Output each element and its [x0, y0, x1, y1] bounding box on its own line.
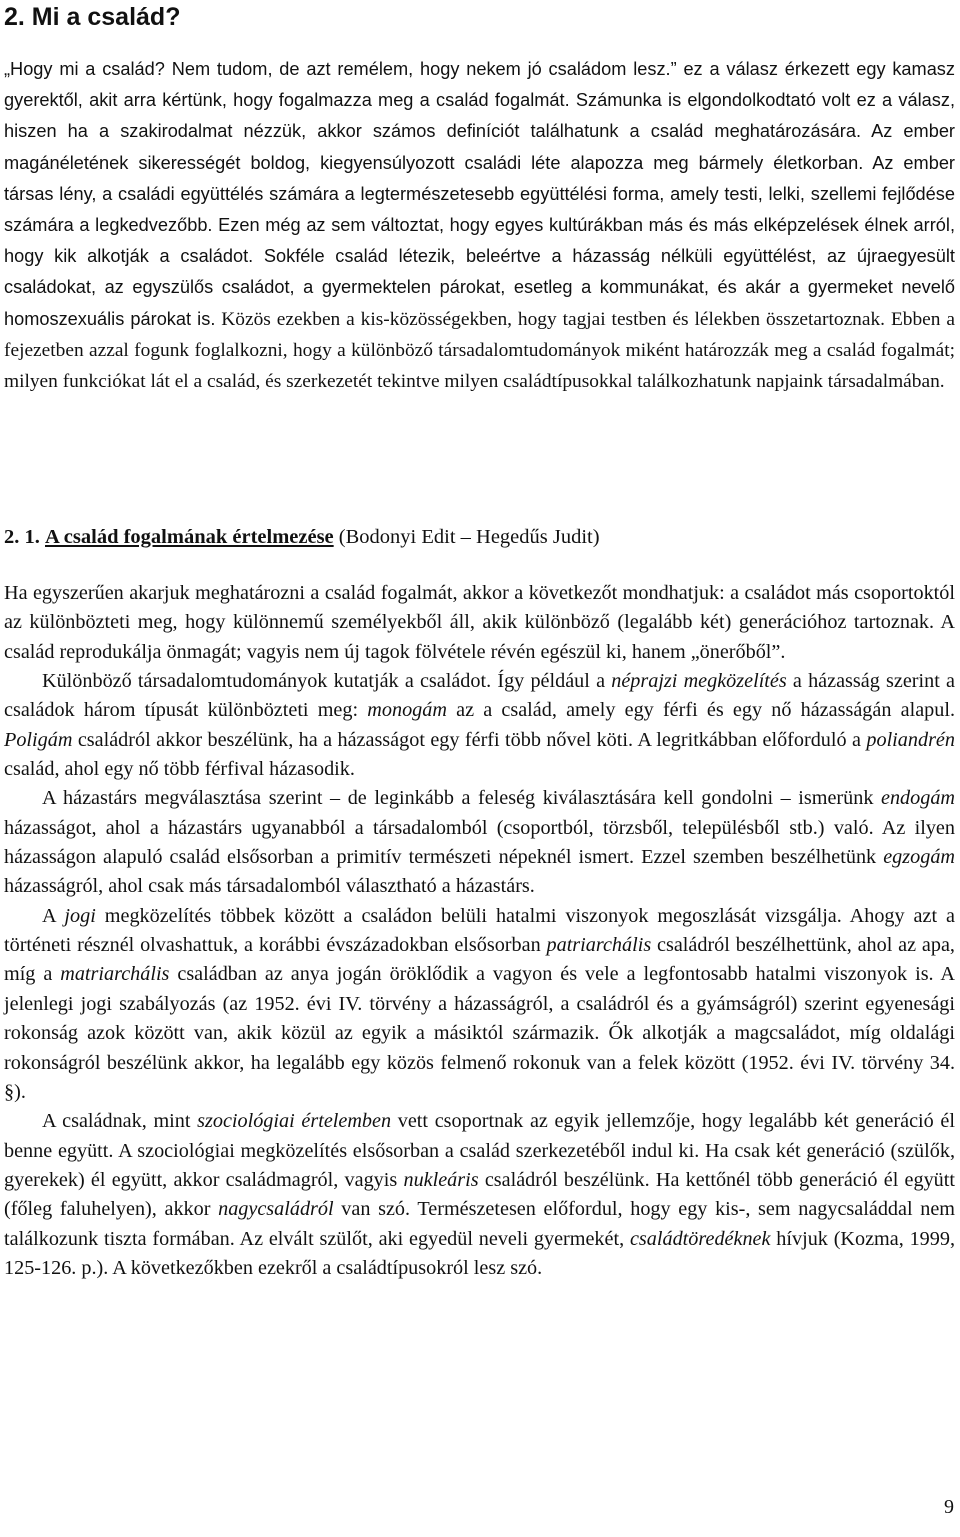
paragraph-5 [4, 1107, 955, 1283]
text: hívjuk (Kozma, 1999, 125-126. p.). A következőkben ezekről a családtípusokról lesz szó. [4, 1227, 955, 1279]
paragraph-2 [4, 667, 955, 784]
intro-paragraph [4, 54, 955, 397]
page-number: 9 [944, 1496, 954, 1518]
text: a házasság szerint a családok három típusát különbözteti meg: [4, 670, 955, 722]
text: A [42, 904, 65, 927]
italic-term: egzogám [883, 846, 955, 869]
section-number: 2. 1. [4, 526, 40, 548]
text: házasságról, ahol csak más társadalomból választható a házastárs. [4, 875, 535, 898]
text: családról akkor beszélünk, ha a házasságot egy férfi több nővel köti. A legritkábban előforduló a [72, 728, 867, 751]
italic-term: családtöredéknek [629, 1227, 771, 1250]
text: A házastárs megválasztása szerint – de leginkább a feleség kiválasztására kell gondolni – ismerünk [42, 787, 881, 810]
italic-term: matriarchális [60, 963, 170, 986]
paragraph-4 [4, 902, 955, 1107]
text: családról beszélünk. Ha kettőnél több generáció él együtt (főleg faluhelyen), akkor [4, 1168, 955, 1221]
italic-term: nagycsaládról [218, 1198, 334, 1221]
italic-term: Poligám [4, 728, 73, 751]
italic-term: jogi [64, 904, 96, 927]
text: vett csoportnak az egyik jellemzője, hogy legalább két generáció él benne együtt. A szociológiai megközelítés elsősorban a család szerkezetéből indul ki. Ha csak két generáció (szülők, gyerekek) él együtt, akkor családmagról, vagyis [4, 1110, 955, 1191]
text: megközelítés többek között a családon belüli hatalmi viszonyok megoszlását vizsgálja. Ahogy azt a történeti résznél olvashattuk, a korábbi évszázadokban elsősorban [4, 904, 955, 957]
italic-term: poliandrén [866, 728, 955, 751]
text: házasságot, ahol a házastárs ugyanabból a társadalomból (csoportból, törzsből, településből stb.) való. Az ilyen házasságon alapuló család elsősorban a primitív természeti népeknél ismert. Ezzel szemben beszélhetünk [4, 816, 955, 869]
section-heading [4, 522, 600, 552]
text: az a család, amely egy férfi és egy nő házasságán alapul. [446, 699, 955, 722]
text: Különböző társadalomtudományok kutatják a családot. Így például a [42, 670, 612, 693]
intro-text-1: „Hogy mi a család? Nem tudom, de azt remélem, hogy nekem jó családom lesz.” ez a válasz érkezett egy kamasz gyerektől, akit arra kértünk, hogy fogalmazza meg a család fogalmát. Számunka is elgondolkodtató volt ez a válasz, hiszen ha a szakirodalmat nézzük, akkor számos definíciót találhatunk a család meghatározására. Az ember magánéletének sikerességét boldog, kiegyensúlyozott családi léte alapozza meg bármely életkorban. Az ember társas lény, a családi együttélés számára a legtermészetesebb együttélési forma, amely testi, lelki, szellemi fejlődése számára a legkedvezőbb. [4, 59, 955, 236]
italic-term: endogám [880, 787, 955, 810]
text: A családnak, mint [42, 1110, 198, 1133]
italic-term: néprajzi megközelítés [611, 670, 787, 693]
text: család, ahol egy nő több férfival házasodik. [4, 758, 355, 781]
paragraph-1: Ha egyszerűen akarjuk meghatározni a család fogalmát, akkor a következőt mondhatjuk: a családot más csoportoktól az különbözteti meg, hogy különnemű személyekből áll, akik különböző (legalább két) generációhoz tartoznak. A család reprodukálja önmagát; vagyis nem új tagok fölvétele révén egészül ki, hanem „önerőből”. [4, 582, 955, 663]
italic-term: monogám [367, 699, 447, 722]
text: van szó. Természetesen előfordul, hogy egy kis-, sem nagycsaláddal nem találkozunk tiszta formában. Az elvált szülőt, aki egyedül neveli gyermekét, [4, 1198, 955, 1250]
italic-term: szociológiai értelemben [197, 1110, 392, 1133]
italic-term: nukleáris [403, 1168, 479, 1191]
chapter-title: 2. Mi a család? [4, 3, 181, 31]
intro-text-3: Közös ezekben a kis-közösségekben, hogy tagjai testben és lélekben összetartoznak. [215, 308, 886, 330]
paragraph-3 [4, 784, 955, 901]
intro-text-2: Ezen még az sem változtat, hogy egyes kultúrákban más és más elképzelések élnek arról, hogy kik alkotják a családot. Sokféle család létezik, beleértve a házasság nélküli együttélést, az újraegyesült családokat, az egyszülős családot, a gyermektelen párokat, esetleg a kommunákat, és akár a gyermeket nevelő homoszexuális párokat is. [4, 215, 955, 329]
section-authors: (Bodonyi Edit – Hegedűs Judit) [333, 526, 600, 548]
intro-text-4: Ebben a fejezetben azzal fogunk foglalkozni, hogy a különböző társadalomtudományok miként határozzák meg a család fogalmát; milyen funkciókat lát el a család, és szerkezetét tekintve milyen családtípusokkal találkozhatunk napjaink társadalmában. [4, 308, 955, 393]
section-title: A család fogalmának értelmezése [45, 526, 334, 548]
text: családról beszélhettünk, ahol az apa, míg a [4, 934, 955, 986]
text: családban az anya jogán öröklődik a vagyon és vele a legfontosabb hatalmi viszonyok is. A jelenlegi jogi szabályozás (az 1952. évi IV. törvény a házasságról, a családról és a gyámságról) szerint egyenesági rokonság azok között van, akik közül az egyik a másiktól származik. Ők alkotják a magcsaládot, míg oldalági rokonságról beszélünk akkor, ha legalább egy közös felmenő rokonuk van a felek között (1952. évi IV. törvény 34. §). [4, 963, 955, 1103]
italic-term: patriarchális [546, 934, 652, 957]
body-text [4, 579, 955, 1283]
